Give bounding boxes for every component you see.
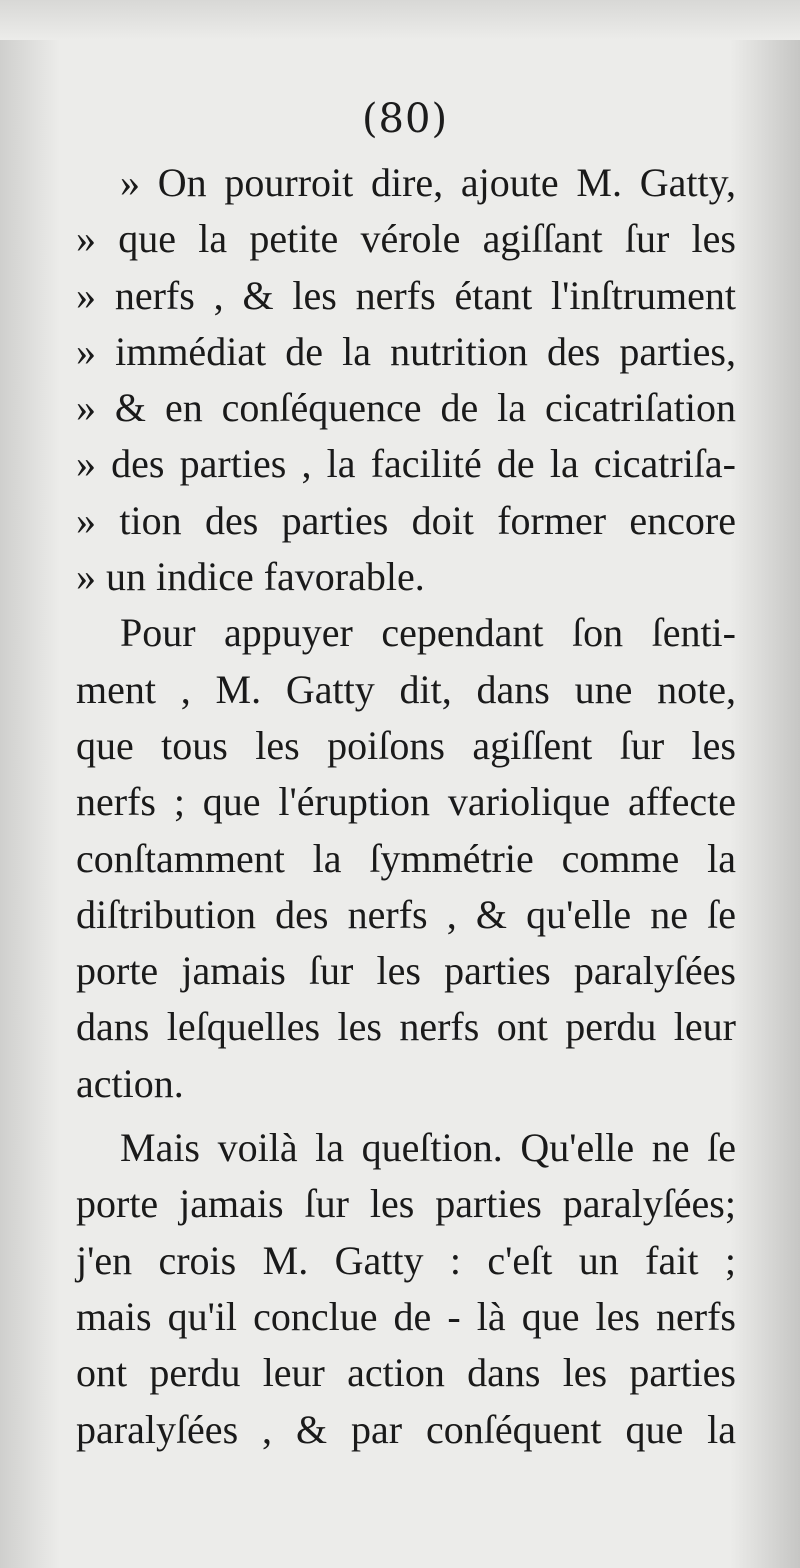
page-shadow-right xyxy=(730,0,800,1568)
body-text xyxy=(76,155,736,1458)
text-line: » immédiat de la nutrition des parties, xyxy=(76,328,736,374)
text-line: dans leſquelles les nerfs ont perdu leur xyxy=(76,1004,736,1050)
text-line: j'en crois M. Gatty : c'eſt un fait ; xyxy=(76,1237,736,1283)
text-line: ont perdu leur action dans les parties xyxy=(76,1350,736,1396)
text-line: nerfs ; que l'éruption variolique affecte xyxy=(76,779,736,825)
text-line: » nerfs , & les nerfs étant l'inſtrument xyxy=(76,272,736,318)
page-number: (80) xyxy=(361,96,449,142)
text-line: » & en conſéquence de la cicatriſation xyxy=(76,385,736,431)
text-line: porte jamais ſur les parties paralyſées xyxy=(76,948,736,994)
text-line: » que la petite vérole agiſſant ſur les xyxy=(76,216,736,262)
text-line: que tous les poiſons agiſſent ſur les xyxy=(76,722,736,768)
text-line: Mais voilà la queſtion. Qu'elle ne ſe xyxy=(120,1125,736,1171)
text-line: » tion des parties doit former encore xyxy=(76,497,736,543)
text-line: Pour appuyer cependant ſon ſenti- xyxy=(120,610,736,656)
page-shadow-left xyxy=(0,0,60,1568)
text-line: » des parties , la facilité de la cicatriſa- xyxy=(76,441,736,487)
page-shadow-top xyxy=(0,0,800,40)
text-line: ment , M. Gatty dit, dans une note, xyxy=(76,666,736,712)
text-line: conſtamment la ſymmétrie comme la xyxy=(76,835,736,881)
text-line: » un indice favorable. xyxy=(76,554,425,600)
text-line: mais qu'il conclue de - là que les nerfs xyxy=(76,1293,736,1339)
text-line: action. xyxy=(76,1060,184,1106)
text-line: porte jamais ſur les parties paralyſées; xyxy=(76,1181,736,1227)
text-line: » On pourroit dire, ajoute M. Gatty, xyxy=(120,160,736,205)
text-line: paralyſées , & par conſéquent que la xyxy=(76,1406,736,1452)
text-line: diſtribution des nerfs , & qu'elle ne ſe xyxy=(76,891,736,937)
